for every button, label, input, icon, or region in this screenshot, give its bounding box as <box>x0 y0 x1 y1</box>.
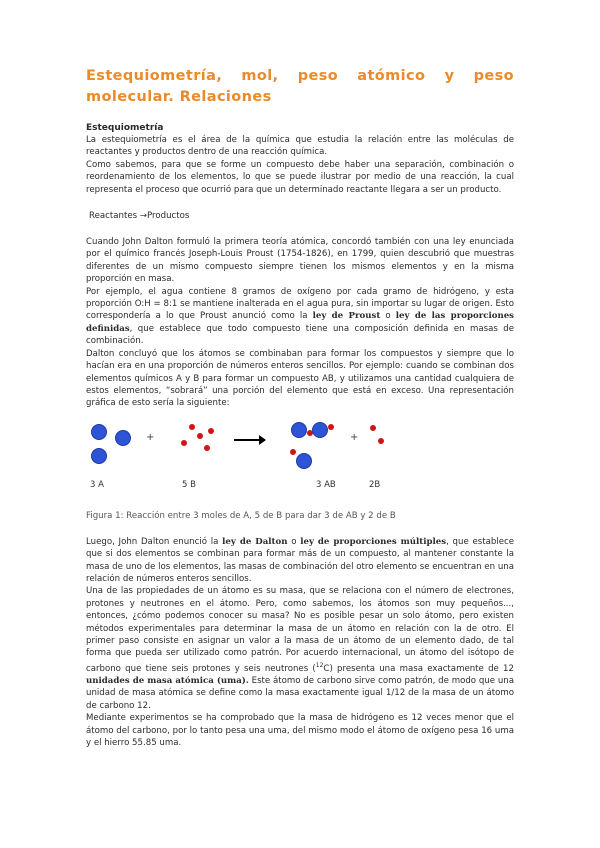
atom-a <box>296 453 312 469</box>
atom-b <box>208 428 214 434</box>
reaction-line: Reactantes →Productos <box>89 211 190 222</box>
paragraph-reaction-intro: Como sabemos, para que se forme un compuesto debe haber una separación, combinación o reordenamiento de los elementos, lo que se puede ilustrar por medio de una reacción, la cual representa el proceso que ocurrió para que un determinado reactante llegara a ser un producto. <box>86 159 514 195</box>
atom-b <box>328 424 334 430</box>
section-heading: Estequiometría <box>86 123 164 133</box>
atom-b <box>204 445 210 451</box>
paragraph-dalton-conclusion: Dalton concluyó que los átomos se combinaban para formar los compuestos y siempre que lo hacían era en una proporción de números enteros sencillos. Por ejemplo: cuando se combinan dos elementos químicos A y B para formar un compuesto AB, y utilizamos una cantidad cualquiera de estos elementos, “sobrará” una porción del elemento que está en exceso. Una representación gráfica de esto sería la siguiente: <box>86 348 514 409</box>
paragraph-proust-law: Por ejemplo, el agua contiene 8 gramos de oxígeno por cada gramo de hidrógeno, y esta proporción O:H = 8:1 se mantiene inalterada en el agua pura, sin importar su lugar de origen. Esto correspondería a lo que Proust anunció como la ley de Proust o ley de las proporciones definidas, que establece que todo compuesto tiene una composición definida en masas de combinación. <box>86 286 515 347</box>
spacer <box>86 222 514 236</box>
paragraph-atomic-mass: Una de las propiedades de un átomo es su masa, que se relaciona con el número de electrones, protones y neutrones en el átomo. Pero, como sabemos, los átomos son muy pequeños..., entonces, ¿cómo podemos conocer su masa? No es posible pesar un solo átomo, pero existen métodos experimentales para determinar la masa de un átomo en relación con la de otro. El primer paso consiste en asignar un valor a la masa de un átomo de un elemento dado, de tal forma que pueda ser utilizado como patrón. Por acuerdo internacional, un átomo del isótopo de carbono que tiene seis protones y seis neutrones ($^{12}$C) presenta una masa exactamente de 12 unidades de masa atómica (uma). Este átomo de carbono sirve como patrón, de modo que una unidad de masa atómica se define como la masa exactamente igual 1/12 de la masa de un átomo de carbono 12. <box>86 586 514 711</box>
atom-a <box>312 422 328 438</box>
atom-a <box>91 448 107 464</box>
figure-label: 3 A <box>90 479 104 490</box>
atom-b <box>290 449 296 455</box>
figure-label: 3 AB <box>316 479 336 490</box>
atom-a <box>115 430 131 446</box>
atom-b <box>197 433 203 439</box>
figure-caption: Figura 1: Reacción entre 3 moles de A, 5 de B para dar 3 de AB y 2 de B <box>86 510 396 521</box>
paragraph-dalton-law: Luego, John Dalton enunció la ley de Dalton o ley de proporciones múltiples, que establece que si dos elementos se combinan para formar más de un compuesto, al mantener constante la masa de uno de los elementos, las masas de combinación del otro elemento se encuentran en una relación de números enteros sencillos. <box>86 536 515 584</box>
figure-label: 2B <box>369 479 381 490</box>
arrow-icon <box>234 439 262 441</box>
paragraph-hydrogen-mass: Mediante experimentos se ha comprobado que la masa de hidrógeno es 12 veces menor que el átomo del carbono, por lo tanto pesa una uma, del mismo modo el átomo de oxígeno pesa 16 uma y el hierro 55.85 uma. <box>86 713 514 749</box>
atom-a <box>91 424 107 440</box>
paragraph-definition: La estequiometría es el área de la química que estudia la relación entre las moléculas de reactantes y productos dentro de una reacción química. <box>86 135 514 158</box>
atom-a <box>291 422 307 438</box>
bold-term: unidades de masa atómica (uma). <box>86 676 249 687</box>
reaction-figure <box>86 420 514 504</box>
bold-term: ley de proporciones múltiples <box>300 536 447 547</box>
atom-b <box>378 438 384 444</box>
atom-b <box>370 425 376 431</box>
figure-label: 5 B <box>182 479 196 490</box>
plus-sign: + <box>146 431 155 443</box>
bold-term: ley de las proporciones definidas <box>86 311 515 334</box>
plus-sign: + <box>350 431 359 443</box>
spacer <box>86 196 514 210</box>
atom-b <box>189 424 195 430</box>
bold-term: ley de Dalton <box>222 536 288 547</box>
bold-term: ley de Proust <box>312 311 381 322</box>
atom-b <box>181 440 187 446</box>
paragraph-dalton-proust: Cuando John Dalton formuló la primera teoría atómica, concordó también con una ley enunciada por el químico francés Joseph-Louis Proust (1754-1826), en 1799, quien descubrió que muestras diferentes de un mismo compuesto siempre tienen los mismos elementos y en la misma proporción en masa. <box>86 237 514 285</box>
document-page <box>86 66 514 749</box>
page-title: Estequiometría, mol, peso atómico y peso molecular. Relaciones <box>86 68 514 105</box>
